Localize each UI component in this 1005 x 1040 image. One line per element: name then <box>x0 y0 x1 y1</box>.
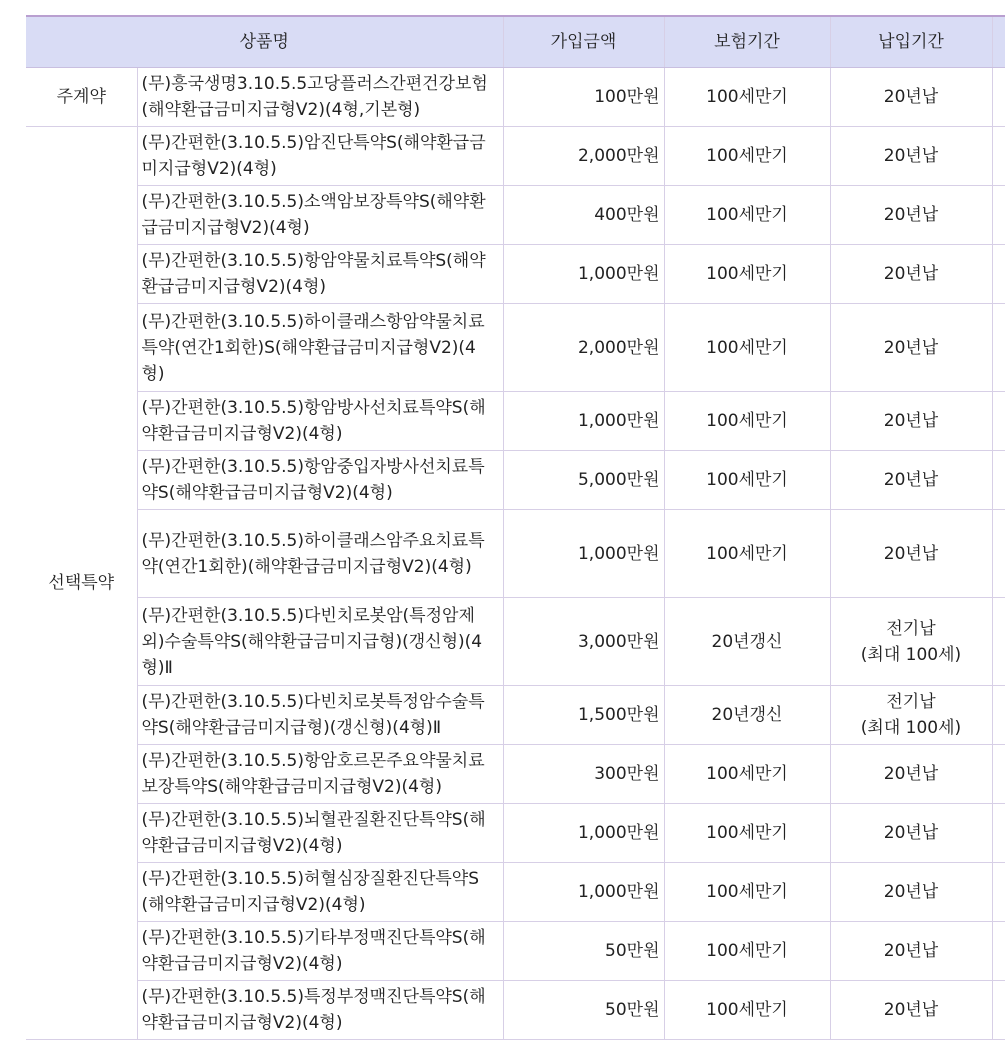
payment-period <box>830 598 992 686</box>
table-row <box>26 686 1005 745</box>
payment-period: 20년납 <box>830 981 992 1040</box>
amount: 50만원 <box>503 922 664 981</box>
product-name: (무)간편한(3.10.5.5)다빈치로봇암(특정암제외)수술특약S(해약환급금미지급형)(갱신형)(4형)Ⅱ <box>137 598 503 686</box>
extra-cell <box>992 245 1005 304</box>
product-name: (무)간편한(3.10.5.5)항암약물치료특약S(해약환급금미지급형V2)(4형) <box>137 245 503 304</box>
product-name: (무)간편한(3.10.5.5)항암중입자방사선치료특약S(해약환급금미지급형V2)(4형) <box>137 451 503 510</box>
amount: 3,000만원 <box>503 598 664 686</box>
table-row <box>26 745 1005 804</box>
payment-period-line2: (최대 100세) <box>860 644 962 665</box>
insurance-period: 100세만기 <box>664 68 830 127</box>
payment-period <box>830 686 992 745</box>
payment-period-line1: 전기납 <box>886 618 936 639</box>
table-row <box>26 804 1005 863</box>
extra-cell <box>992 745 1005 804</box>
product-name: (무)간편한(3.10.5.5)소액암보장특약S(해약환급금미지급형V2)(4형) <box>137 186 503 245</box>
payment-period-line2: (최대 100세) <box>860 718 962 738</box>
insurance-period: 100세만기 <box>664 451 830 510</box>
table-row <box>26 392 1005 451</box>
product-name: (무)간편한(3.10.5.5)특정부정맥진단특약S(해약환급금미지급형V2)(4형) <box>137 981 503 1040</box>
amount: 1,000만원 <box>503 510 664 598</box>
product-name: (무)간편한(3.10.5.5)항암호르몬주요약물치료보장특약S(해약환급금미지급형V2)(4형) <box>137 745 503 804</box>
amount: 2,000만원 <box>503 127 664 186</box>
payment-period: 20년납 <box>830 804 992 863</box>
amount: 2,000만원 <box>503 304 664 392</box>
extra-cell <box>992 510 1005 598</box>
product-name: (무)간편한(3.10.5.5)다빈치로봇특정암수술특약S(해약환급금미지급형)(갱신형)(4형)Ⅱ <box>137 686 503 745</box>
product-name: (무)간편한(3.10.5.5)뇌혈관질환진단특약S(해약환급금미지급형V2)(4형) <box>137 804 503 863</box>
extra-cell <box>992 392 1005 451</box>
product-name: (무)간편한(3.10.5.5)하이클래스암주요치료특약(연간1회한)(해약환급금미지급형V2)(4형) <box>137 510 503 598</box>
table-row <box>26 304 1005 392</box>
payment-period-line1: 전기납 <box>886 692 936 712</box>
table-row <box>26 981 1005 1040</box>
category-main: 주계약 <box>26 68 137 127</box>
table-row <box>26 451 1005 510</box>
payment-period: 20년납 <box>830 186 992 245</box>
amount: 400만원 <box>503 186 664 245</box>
payment-period: 20년납 <box>830 863 992 922</box>
extra-cell <box>992 304 1005 392</box>
insurance-period: 100세만기 <box>664 127 830 186</box>
insurance-period: 20년갱신 <box>664 598 830 686</box>
payment-period: 20년납 <box>830 304 992 392</box>
insurance-period: 100세만기 <box>664 245 830 304</box>
payment-period: 20년납 <box>830 745 992 804</box>
product-name: (무)간편한(3.10.5.5)암진단특약S(해약환급금미지급형V2)(4형) <box>137 127 503 186</box>
insurance-period: 100세만기 <box>664 863 830 922</box>
table-row <box>26 598 1005 686</box>
category-rider: 선택특약 <box>26 127 137 1040</box>
extra-cell <box>992 863 1005 922</box>
amount: 1,000만원 <box>503 392 664 451</box>
amount: 1,000만원 <box>503 863 664 922</box>
insurance-period: 100세만기 <box>664 804 830 863</box>
amount: 1,000만원 <box>503 804 664 863</box>
header-product: 상품명 <box>26 16 503 68</box>
amount: 100만원 <box>503 68 664 127</box>
table-row <box>26 68 1005 127</box>
extra-cell <box>992 127 1005 186</box>
payment-period: 20년납 <box>830 245 992 304</box>
insurance-period: 20년갱신 <box>664 686 830 745</box>
extra-cell <box>992 804 1005 863</box>
extra-cell <box>992 981 1005 1040</box>
payment-period: 20년납 <box>830 510 992 598</box>
product-name: (무)간편한(3.10.5.5)하이클래스항암약물치료특약(연간1회한)S(해약환급금미지급형V2)(4형) <box>137 304 503 392</box>
amount: 50만원 <box>503 981 664 1040</box>
insurance-period: 100세만기 <box>664 186 830 245</box>
insurance-period: 100세만기 <box>664 745 830 804</box>
insurance-period: 100세만기 <box>664 922 830 981</box>
amount: 1,000만원 <box>503 245 664 304</box>
extra-cell <box>992 68 1005 127</box>
insurance-period: 100세만기 <box>664 304 830 392</box>
amount: 1,500만원 <box>503 686 664 745</box>
payment-period: 20년납 <box>830 127 992 186</box>
payment-period: 20년납 <box>830 68 992 127</box>
table-row <box>26 127 1005 186</box>
amount: 300만원 <box>503 745 664 804</box>
payment-period: 20년납 <box>830 451 992 510</box>
coverage-table-container <box>26 15 1005 1040</box>
insurance-period: 100세만기 <box>664 981 830 1040</box>
extra-cell <box>992 186 1005 245</box>
insurance-period: 100세만기 <box>664 392 830 451</box>
payment-period: 20년납 <box>830 392 992 451</box>
table-row <box>26 245 1005 304</box>
insurance-period: 100세만기 <box>664 510 830 598</box>
table-row <box>26 922 1005 981</box>
header-payment-period: 납입기간 <box>830 16 992 68</box>
table-header-row <box>26 16 1005 68</box>
header-insurance-period: 보험기간 <box>664 16 830 68</box>
product-name: (무)흥국생명3.10.5.5고당플러스간편건강보험(해약환급금미지급형V2)(4형,기본형) <box>137 68 503 127</box>
header-amount: 가입금액 <box>503 16 664 68</box>
table-row <box>26 510 1005 598</box>
coverage-table <box>26 15 1005 1040</box>
extra-cell <box>992 686 1005 745</box>
extra-cell <box>992 598 1005 686</box>
product-name: (무)간편한(3.10.5.5)허혈심장질환진단특약S(해약환급금미지급형V2)(4형) <box>137 863 503 922</box>
product-name: (무)간편한(3.10.5.5)기타부정맥진단특약S(해약환급금미지급형V2)(4형) <box>137 922 503 981</box>
table-row <box>26 863 1005 922</box>
amount: 5,000만원 <box>503 451 664 510</box>
extra-cell <box>992 451 1005 510</box>
table-row <box>26 186 1005 245</box>
extra-cell <box>992 922 1005 981</box>
header-extra <box>992 16 1005 68</box>
payment-period: 20년납 <box>830 922 992 981</box>
product-name: (무)간편한(3.10.5.5)항암방사선치료특약S(해약환급금미지급형V2)(4형) <box>137 392 503 451</box>
